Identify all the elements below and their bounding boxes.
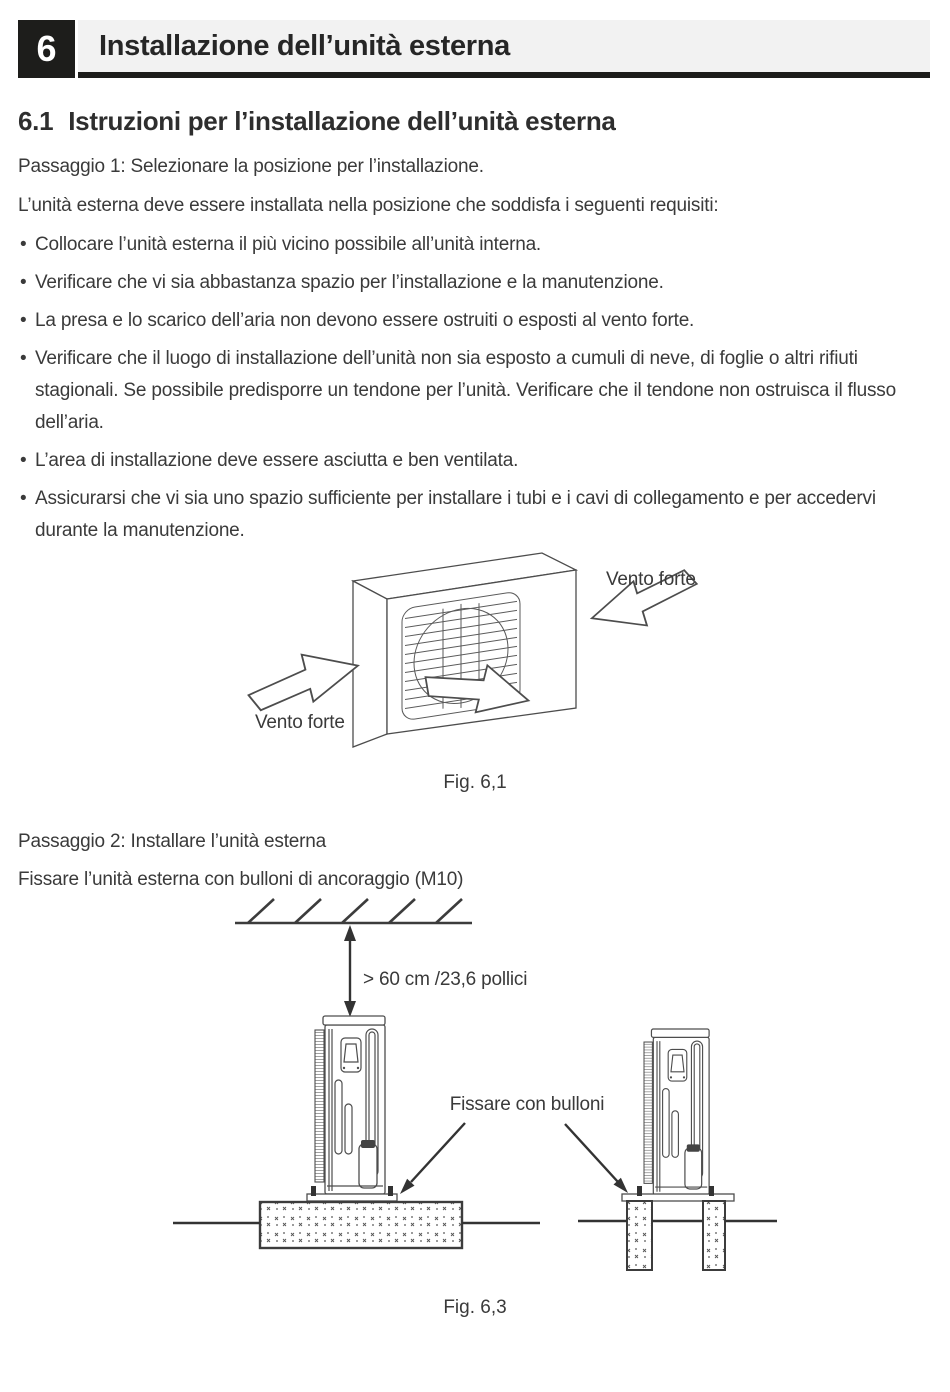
anchor-bolt xyxy=(637,1186,642,1196)
anchor-bolt xyxy=(709,1186,714,1196)
bolt-arrow-left xyxy=(400,1123,465,1194)
wind-label-left: Vento forte xyxy=(255,712,345,733)
anchor-bolt xyxy=(388,1186,393,1196)
concrete-pier xyxy=(627,1201,652,1270)
section-title: Istruzioni per l’installazione dell’unità esterna xyxy=(68,106,616,136)
bolt-label: Fissare con bulloni xyxy=(449,1094,605,1115)
concrete-pier xyxy=(703,1201,725,1270)
bullet-item: • Verificare che il luogo di installazione dell’unità non sia esposto a cumuli di neve, di foglie o altri rifiuti stagionali. Se possibile predisporre un tendone per l’unità. Verificare che il tendone non ostruisca il flusso dell’aria. xyxy=(18,343,934,439)
wind-label-right: Vento forte xyxy=(606,569,696,590)
intro-paragraph: L’unità esterna deve essere installata nella posizione che soddisfa i seguenti requisiti: xyxy=(18,195,719,216)
concrete-slab xyxy=(260,1202,462,1248)
clearance-label: > 60 cm /23,6 pollici xyxy=(363,969,528,990)
clearance-arrow xyxy=(344,925,356,1017)
outdoor-unit-left xyxy=(315,1016,385,1194)
body-text xyxy=(18,151,934,553)
figure-bolt-mounting xyxy=(160,893,800,1283)
anchor-bolt xyxy=(311,1186,316,1196)
step1-paragraph: Passaggio 1: Selezionare la posizione per l’installazione. xyxy=(18,156,484,177)
section-number: 6.1 xyxy=(18,106,54,136)
step2-detail-paragraph: Fissare l’unità esterna con bulloni di ancoraggio (M10) xyxy=(18,869,464,890)
section-heading xyxy=(18,106,616,137)
bullet-item: • Verificare che vi sia abbastanza spazio per l’installazione e la manutenzione. xyxy=(18,267,934,299)
outdoor-unit-right xyxy=(644,1029,709,1195)
wind-arrow-left xyxy=(242,642,364,716)
bolt-arrow-right xyxy=(565,1124,628,1193)
chapter-title: Installazione dell’unità esterna xyxy=(78,20,930,78)
figure1-caption: Fig. 6,1 xyxy=(443,772,507,793)
bullet-item: • Assicurarsi che vi sia uno spazio sufficiente per installare i tubi e i cavi di collegamento e per accedervi durante la manutenzione. xyxy=(18,483,934,547)
outdoor-unit-3d xyxy=(353,553,576,747)
figure2-caption: Fig. 6,3 xyxy=(443,1297,507,1318)
chapter-header xyxy=(18,20,930,78)
bullet-item: • La presa e lo scarico dell’aria non devono essere ostruiti o esposti al vento forte. xyxy=(18,305,934,337)
step2-paragraph: Passaggio 2: Installare l’unità esterna xyxy=(18,831,327,852)
requirements-list xyxy=(18,229,934,547)
bullet-item: • L’area di installazione deve essere asciutta e ben ventilata. xyxy=(18,445,934,477)
chapter-number: 6 xyxy=(18,20,75,78)
left-base-plate xyxy=(307,1194,397,1201)
figure-wind-diagram xyxy=(230,545,730,777)
bullet-item: • Collocare l’unità esterna il più vicino possibile all’unità interna. xyxy=(18,229,934,261)
ceiling-hatch xyxy=(235,899,472,923)
